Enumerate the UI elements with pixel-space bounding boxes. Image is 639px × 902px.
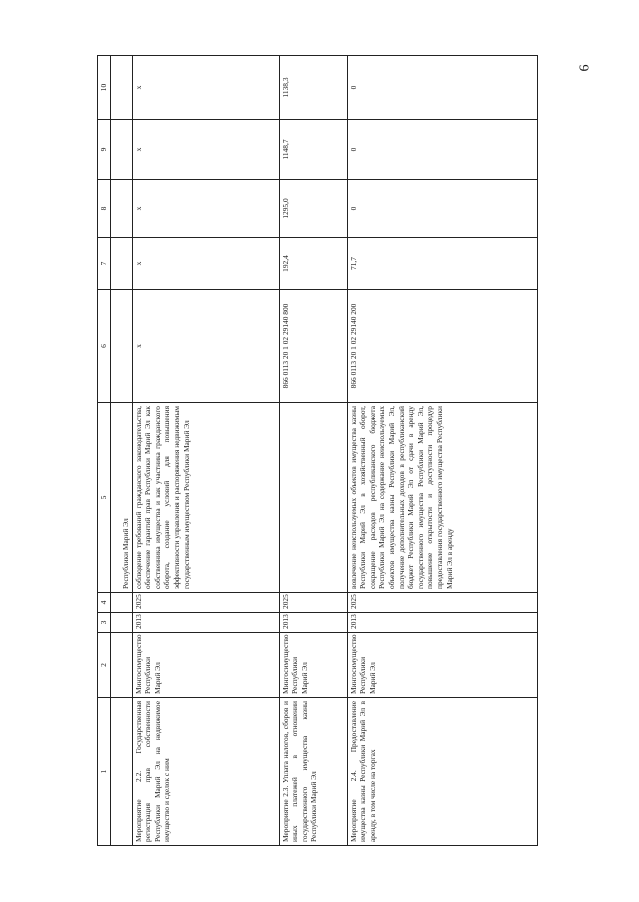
- header-cell: 7: [98, 238, 111, 290]
- measure-cell: Мероприятие 2.2. Государственная регистрация прав собственности Республики Марий Эл на недвижимое имущество и сделок с ним: [132, 698, 279, 846]
- start-year-cell: 2013: [279, 613, 347, 633]
- header-cell: 10: [98, 56, 111, 120]
- value-cell: 0: [347, 56, 537, 120]
- value-cell: х: [132, 238, 279, 290]
- header-cell: 6: [98, 290, 111, 403]
- value-cell: 1295,0: [279, 180, 347, 238]
- end-year-cell: 2025: [279, 593, 347, 613]
- measure-cell: Мероприятие 2.4. Предоставление имущества казны Республики Марий Эл в аренду, в том числе на торгах: [347, 698, 537, 846]
- end-year-cell: 2025: [132, 593, 279, 613]
- header-row: [98, 56, 111, 846]
- header-cell: 4: [98, 593, 111, 613]
- measure-cell: Мероприятие 2.3. Уплата налогов, сборов и иных платежей в отношении государственного имущества казны Республики Марий Эл: [279, 698, 347, 846]
- continuation-text: Республики Марий Эл: [110, 403, 132, 593]
- value-cell: 1148,7: [279, 120, 347, 180]
- end-year-cell: 2025: [347, 593, 537, 613]
- budget-code-cell: 866 0113 20 1 02 29140 800: [279, 290, 347, 403]
- executor-cell: Мингосимущество Республики Марий Эл: [132, 633, 279, 698]
- value-cell: 0: [347, 180, 537, 238]
- continuation-row: [110, 56, 132, 846]
- table-row: [279, 56, 347, 846]
- value-cell: х: [132, 120, 279, 180]
- value-cell: х: [132, 180, 279, 238]
- value-cell: 1138,3: [279, 56, 347, 120]
- header-cell: 9: [98, 120, 111, 180]
- budget-code-cell: 866 0113 20 1 02 29140 200: [347, 290, 537, 403]
- page-number: 6: [577, 64, 593, 72]
- result-cell: соблюдение требований гражданского законодательства, обеспечение гарантий прав Республики Марий Эл как собственника имущества и как участника гражданского оборота, создание условий для повышения эффективности управления и распоряжения недвижимым государственным имуществом Республики Марий Эл: [132, 403, 279, 593]
- value-cell: х: [132, 56, 279, 120]
- rotated-table-wrapper: [97, 56, 537, 846]
- table-row: [132, 56, 279, 846]
- table-row: [347, 56, 537, 846]
- header-cell: 8: [98, 180, 111, 238]
- value-cell: 71,7: [347, 238, 537, 290]
- program-table: [97, 55, 538, 846]
- executor-cell: Мингосимущество Республики Марий Эл: [347, 633, 537, 698]
- value-cell: 0: [347, 120, 537, 180]
- budget-code-cell: х: [132, 290, 279, 403]
- header-cell: 1: [98, 698, 111, 846]
- header-cell: 3: [98, 613, 111, 633]
- header-cell: 5: [98, 403, 111, 593]
- value-cell: 192,4: [279, 238, 347, 290]
- header-cell: 2: [98, 633, 111, 698]
- result-cell: [279, 403, 347, 593]
- result-cell: вовлечение неиспользуемых объектов имущества казны Республики Марий Эл в хозяйственный оборот, сокращение расходов республиканского бюджета Республики Марий Эл на содержание неиспользуемых объектов имущества казны Республики Марий Эл, получение дополнительных доходов в республиканский бюджет Республики Марий Эл от сдачи в аренду государственного имущества Республики Марий Эл, повышение открытости и доступности процедур предоставления государственного имущества Республики Марий Эл в аренду: [347, 403, 537, 593]
- start-year-cell: 2013: [347, 613, 537, 633]
- start-year-cell: 2013: [132, 613, 279, 633]
- executor-cell: Мингосимущество Республики Марий Эл: [279, 633, 347, 698]
